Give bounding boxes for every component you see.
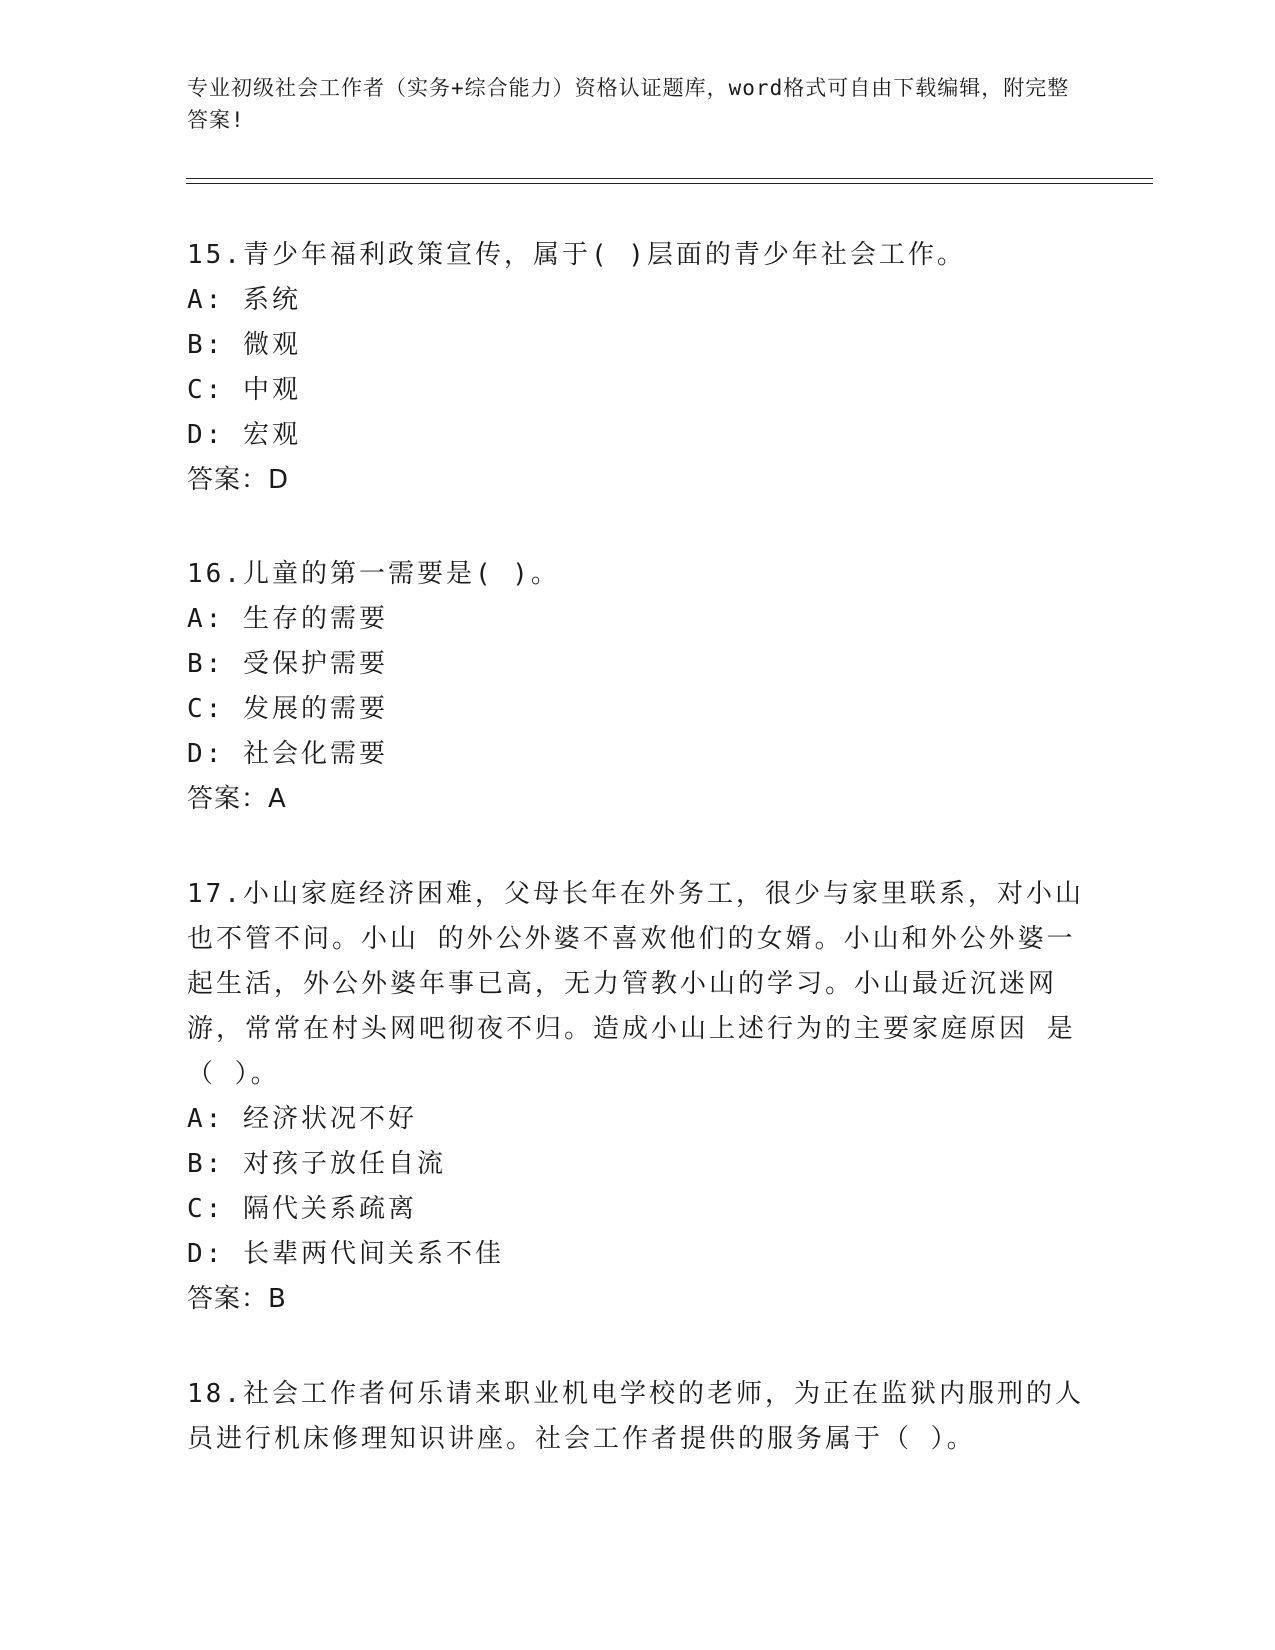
option-a: A: 系统 — [187, 285, 301, 315]
question-17 — [187, 872, 1087, 1322]
option-d: D: 社会化需要 — [187, 739, 388, 769]
option-c: C: 发展的需要 — [187, 694, 388, 724]
option-d: D: 长辈两代间关系不佳 — [187, 1239, 504, 1269]
option-c: C: 中观 — [187, 375, 301, 405]
option-b: B: 对孩子放任自流 — [187, 1149, 446, 1179]
question-15 — [187, 233, 1087, 503]
option-a: A: 生存的需要 — [187, 604, 388, 634]
question-stem: 17.小山家庭经济困难，父母长年在外务工，很少与家里联系，对小山也不管不问。小山 的外公外婆不喜欢他们的女婿。小山和外公外婆一起生活，外公外婆年事已高，无力管教小山的学习。小山最近沉迷网游，常常在村头网吧彻夜不归。造成小山上述行为的主要家庭原因 是（ ）。 — [187, 879, 1084, 1089]
option-c: C: 隔代关系疏离 — [187, 1194, 417, 1224]
option-d: D: 宏观 — [187, 420, 301, 450]
question-18 — [187, 1372, 1087, 1462]
answer: 答案：B — [187, 1284, 287, 1314]
question-stem: 18.社会工作者何乐请来职业机电学校的老师，为正在监狱内服刑的人员进行机床修理知识讲座。社会工作者提供的服务属于（ ）。 — [187, 1379, 1084, 1454]
answer: 答案：D — [187, 465, 290, 495]
answer: 答案：A — [187, 784, 287, 814]
question-16 — [187, 552, 1087, 822]
document-header: 专业初级社会工作者（实务+综合能力）资格认证题库，word格式可自由下载编辑，附完整答案! — [187, 76, 1070, 132]
header-rule-top — [186, 178, 1153, 179]
option-a: A: 经济状况不好 — [187, 1104, 417, 1134]
option-b: B: 微观 — [187, 330, 301, 360]
question-stem: 15.青少年福利政策宣传，属于( )层面的青少年社会工作。 — [187, 240, 966, 270]
question-stem: 16.儿童的第一需要是( )。 — [187, 559, 560, 589]
header-rule-bottom — [186, 183, 1153, 184]
option-b: B: 受保护需要 — [187, 649, 388, 679]
